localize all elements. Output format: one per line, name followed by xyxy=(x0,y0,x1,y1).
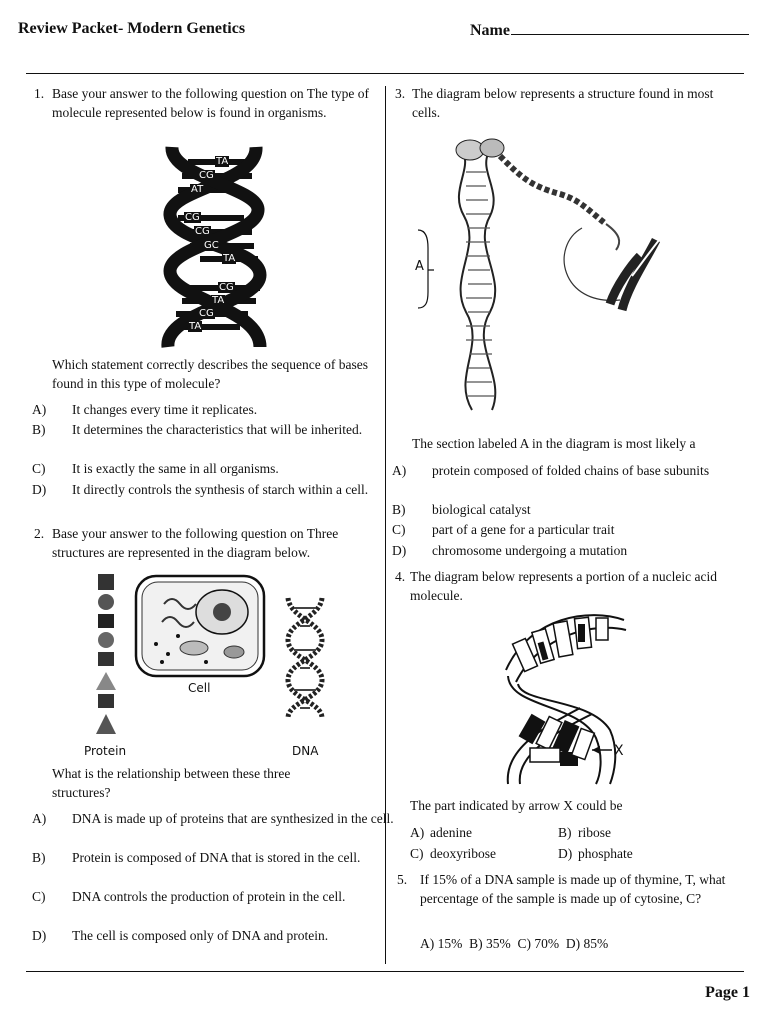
q5-option-a[interactable]: A) 15% xyxy=(420,936,463,951)
page-number: Page 1 xyxy=(705,984,750,1001)
q3-question: The section labeled A in the diagram is most likely a xyxy=(412,436,696,451)
q2-cell-illustration xyxy=(134,574,266,678)
q1-base-pair: TA xyxy=(216,156,229,167)
q1-base-pair: AT xyxy=(191,184,204,195)
q2-option-d[interactable]: D) The cell is composed only of DNA and protein. xyxy=(32,928,329,943)
q2-cell-label: Cell xyxy=(188,681,211,695)
q2-option-b[interactable]: B) Protein is composed of DNA that is stored in the cell. xyxy=(32,850,361,865)
bottom-rule xyxy=(26,971,744,972)
q1-option-a[interactable]: A) It changes every time it replicates. xyxy=(32,402,258,417)
q5-option-d[interactable]: D) 85% xyxy=(565,936,609,951)
q5-option-c[interactable]: C) 70% xyxy=(517,936,560,951)
name-blank-line xyxy=(511,20,749,35)
q1-base-pair: TA xyxy=(212,295,225,306)
q1-option-d[interactable]: D) It directly controls the synthesis of starch within a cell. xyxy=(32,482,369,497)
q1-base-pair: GC xyxy=(204,240,219,251)
q2-stem: Base your answer to the following question on Three structures are represented in the diagram below. xyxy=(52,526,339,560)
q2-protein-label: Protein xyxy=(84,744,127,758)
q1-option-b[interactable]: B) It determines the characteristics that will be inherited. xyxy=(32,422,363,437)
q5-option-b[interactable]: B) 35% xyxy=(469,936,511,951)
q4-option-b[interactable]: B) ribose xyxy=(558,825,611,840)
top-rule xyxy=(26,73,744,74)
q4-option-c[interactable]: C) deoxyribose xyxy=(410,846,496,861)
q1-stem: Base your answer to the following question on The type of molecule represented below is found in organisms. xyxy=(52,86,369,120)
q3-number: 3. xyxy=(395,86,406,101)
q4-stem: The diagram below represents a portion of a nucleic acid molecule. xyxy=(410,569,717,603)
q3-option-a[interactable]: A) protein composed of folded chains of base subunits xyxy=(392,463,710,478)
q3-option-c[interactable]: C) part of a gene for a particular trait xyxy=(392,522,615,537)
q1-question: Which statement correctly describes the sequence of bases found in this type of molecule? xyxy=(52,357,368,391)
q4-number: 4. xyxy=(395,569,406,584)
column-divider xyxy=(385,86,386,964)
q2-dna-label: DNA xyxy=(292,744,319,758)
page-title: Review Packet- Modern Genetics xyxy=(18,20,246,37)
q2-option-c[interactable]: C) DNA controls the production of protein in the cell. xyxy=(32,889,346,904)
q5-number: 5. xyxy=(397,872,408,887)
q4-nucleic-acid-diagram xyxy=(500,608,630,786)
q3-option-b[interactable]: B) biological catalyst xyxy=(392,502,531,517)
q4-option-d[interactable]: D) phosphate xyxy=(558,846,633,861)
q2-question: What is the relationship between these three structures? xyxy=(52,766,291,800)
name-label: Name xyxy=(470,22,510,39)
q3-stem: The diagram below represents a structure found in most cells. xyxy=(412,86,714,120)
q2-dna-illustration xyxy=(280,596,330,720)
q1-option-c[interactable]: C) It is exactly the same in all organisms. xyxy=(32,461,279,476)
q2-protein-chain-illustration xyxy=(94,572,122,740)
q1-base-pair: CG xyxy=(185,212,200,223)
q3-label-a: A xyxy=(415,259,424,274)
q3-option-d[interactable]: D) chromosome undergoing a mutation xyxy=(392,543,628,558)
name-field[interactable] xyxy=(470,20,749,40)
q3-chromosome-dna-diagram xyxy=(410,136,680,416)
q4-label-x: X xyxy=(614,743,624,759)
q1-base-pair: CG xyxy=(219,282,234,293)
q4-question: The part indicated by arrow X could be xyxy=(410,798,623,813)
q1-base-pair: TA xyxy=(223,253,236,264)
q1-base-pair: TA xyxy=(189,321,202,332)
q1-base-pair: CG xyxy=(199,308,214,319)
q5-options xyxy=(420,934,608,953)
q1-base-pair: CG xyxy=(199,170,214,181)
q1-number: 1. xyxy=(34,86,45,101)
q5-stem: If 15% of a DNA sample is made up of thymine, T, what percentage of the sample is made up of cytosine, C? xyxy=(420,872,726,906)
q4-option-a[interactable]: A) adenine xyxy=(410,825,472,840)
q2-number: 2. xyxy=(34,526,45,541)
q2-option-a[interactable]: A) DNA is made up of proteins that are synthesized in the cell. xyxy=(32,811,394,826)
q1-base-pair: CG xyxy=(195,226,210,237)
